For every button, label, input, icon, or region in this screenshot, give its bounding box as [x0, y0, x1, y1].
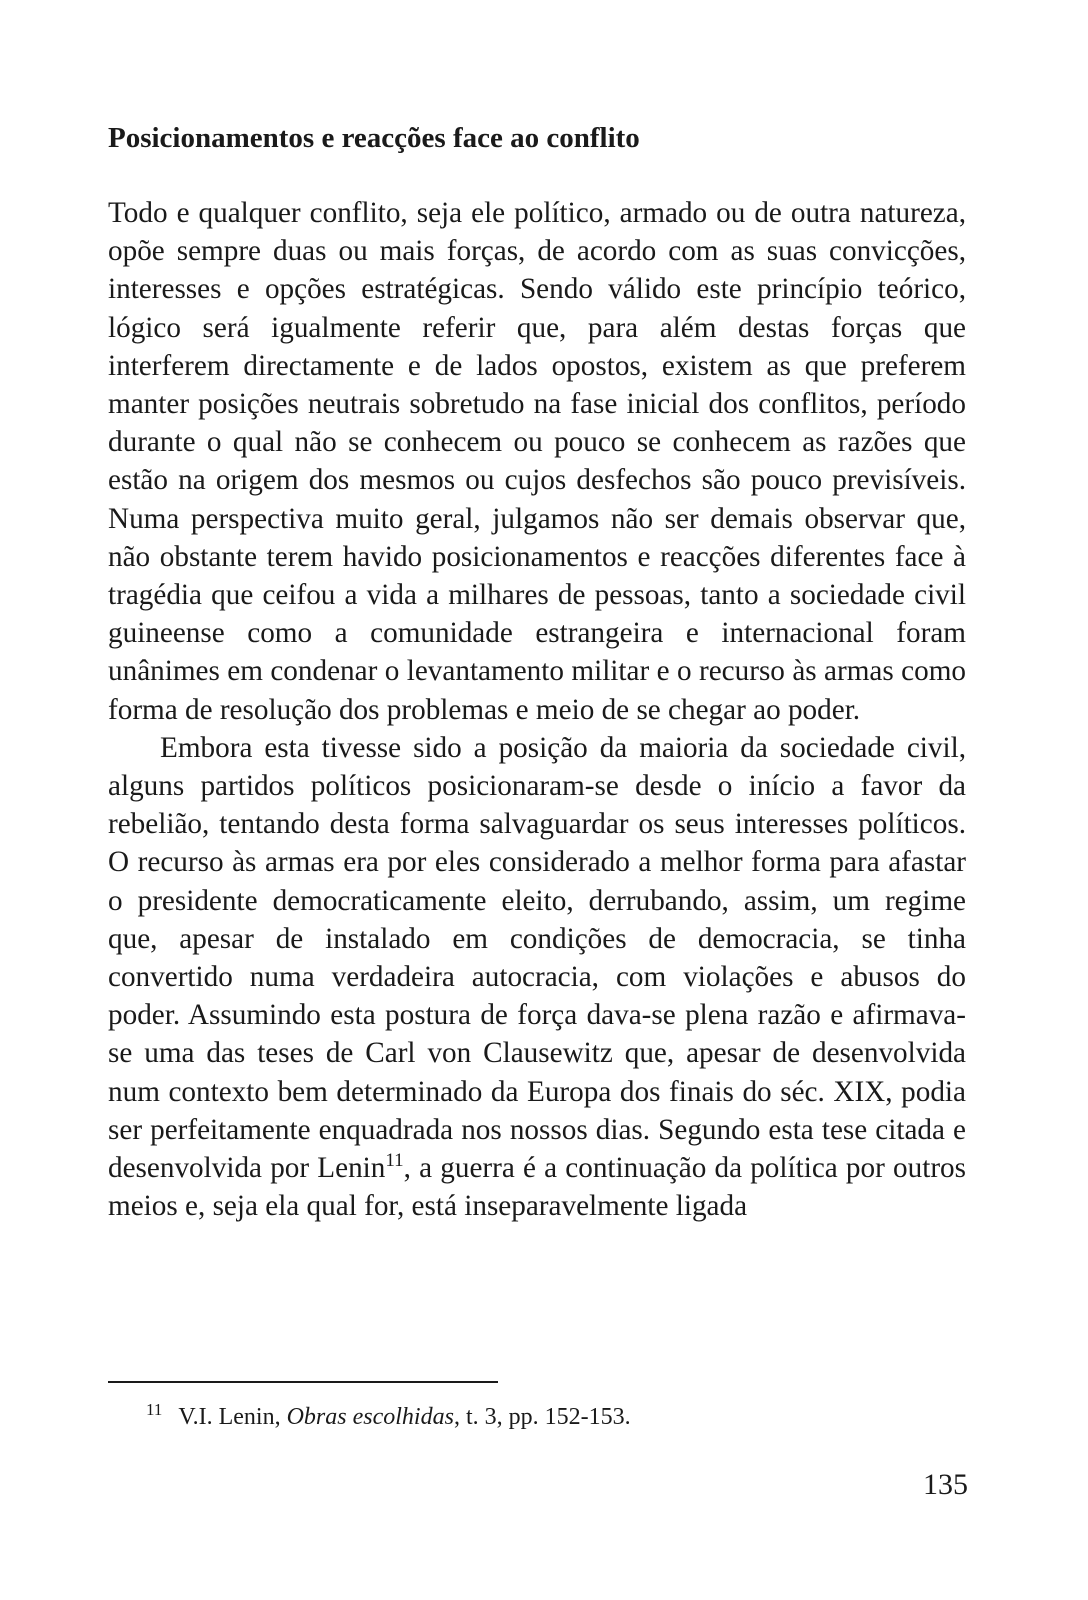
- footnote-reference: 11: [385, 1150, 404, 1172]
- paragraph-2-text-before-ref: Embora esta tivesse sido a posição da maioria da sociedade civil, alguns partidos políticos posicionaram-se desde o início a favor da rebelião, tentando desta forma salvaguardar os seus interesses políticos. O recurso às armas era por eles considerado a melhor forma para afastar o presidente democraticamente eleito, derrubando, assim, um regime que, apesar de instalado em condições de democracia, se tinha convertido numa verdadeira autocracia, com violações e abusos do poder. Assumindo esta postura de força dava-se plena razão e afirmava-se uma das teses de Carl von Clausewitz que, apesar de desenvolvida num contexto bem determinado da Europa dos finais do séc. XIX, podia ser perfeitamente enquadrada nos nossos dias. Segundo esta tese citada e desenvolvida por Lenin: [108, 731, 966, 1185]
- footnote: [146, 1400, 966, 1434]
- paragraph-2: [108, 729, 966, 1226]
- footnote-text-after-title: , t. 3, pp. 152-153.: [453, 1404, 631, 1430]
- footnote-text-before-title: V.I. Lenin,: [178, 1404, 287, 1430]
- page-number: 135: [923, 1468, 968, 1501]
- section-heading: Posicionamentos e reacções face ao conflito: [108, 122, 640, 154]
- footnote-divider: [108, 1381, 498, 1383]
- body-text: [108, 194, 966, 1225]
- footnote-book-title: Obras escolhidas: [286, 1404, 454, 1430]
- paragraph-1: Todo e qualquer conflito, seja ele político, armado ou de outra natureza, opõe sempre duas ou mais forças, de acordo com as suas convicções, interesses e opções estratégicas. Sendo válido este princípio teórico, lógico será igualmente referir que, para além destas forças que interferem directamente e de lados opostos, existem as que preferem manter posições neutrais sobretudo na fase inicial dos conflitos, período durante o qual não se conhecem ou pouco se conhecem as razões que estão na origem dos mesmos ou cujos desfechos são pouco previsíveis. Numa perspectiva muito geral, julgamos não ser demais observar que, não obstante terem havido posicionamentos e reacções diferentes face à tragédia que ceifou a vida a milhares de pessoas, tanto a sociedade civil guineense como a comunidade estrangeira e internacional foram unânimes em condenar o levantamento militar e o recurso às armas como forma de resolução dos problemas e meio de se chegar ao poder.: [108, 197, 966, 726]
- footnote-number: 11: [146, 1400, 163, 1419]
- paragraph-2-text-after-ref: , a guerra é a continuação da política por outros meios e, seja ela qual for, está inseparavelmente ligada: [108, 1152, 966, 1223]
